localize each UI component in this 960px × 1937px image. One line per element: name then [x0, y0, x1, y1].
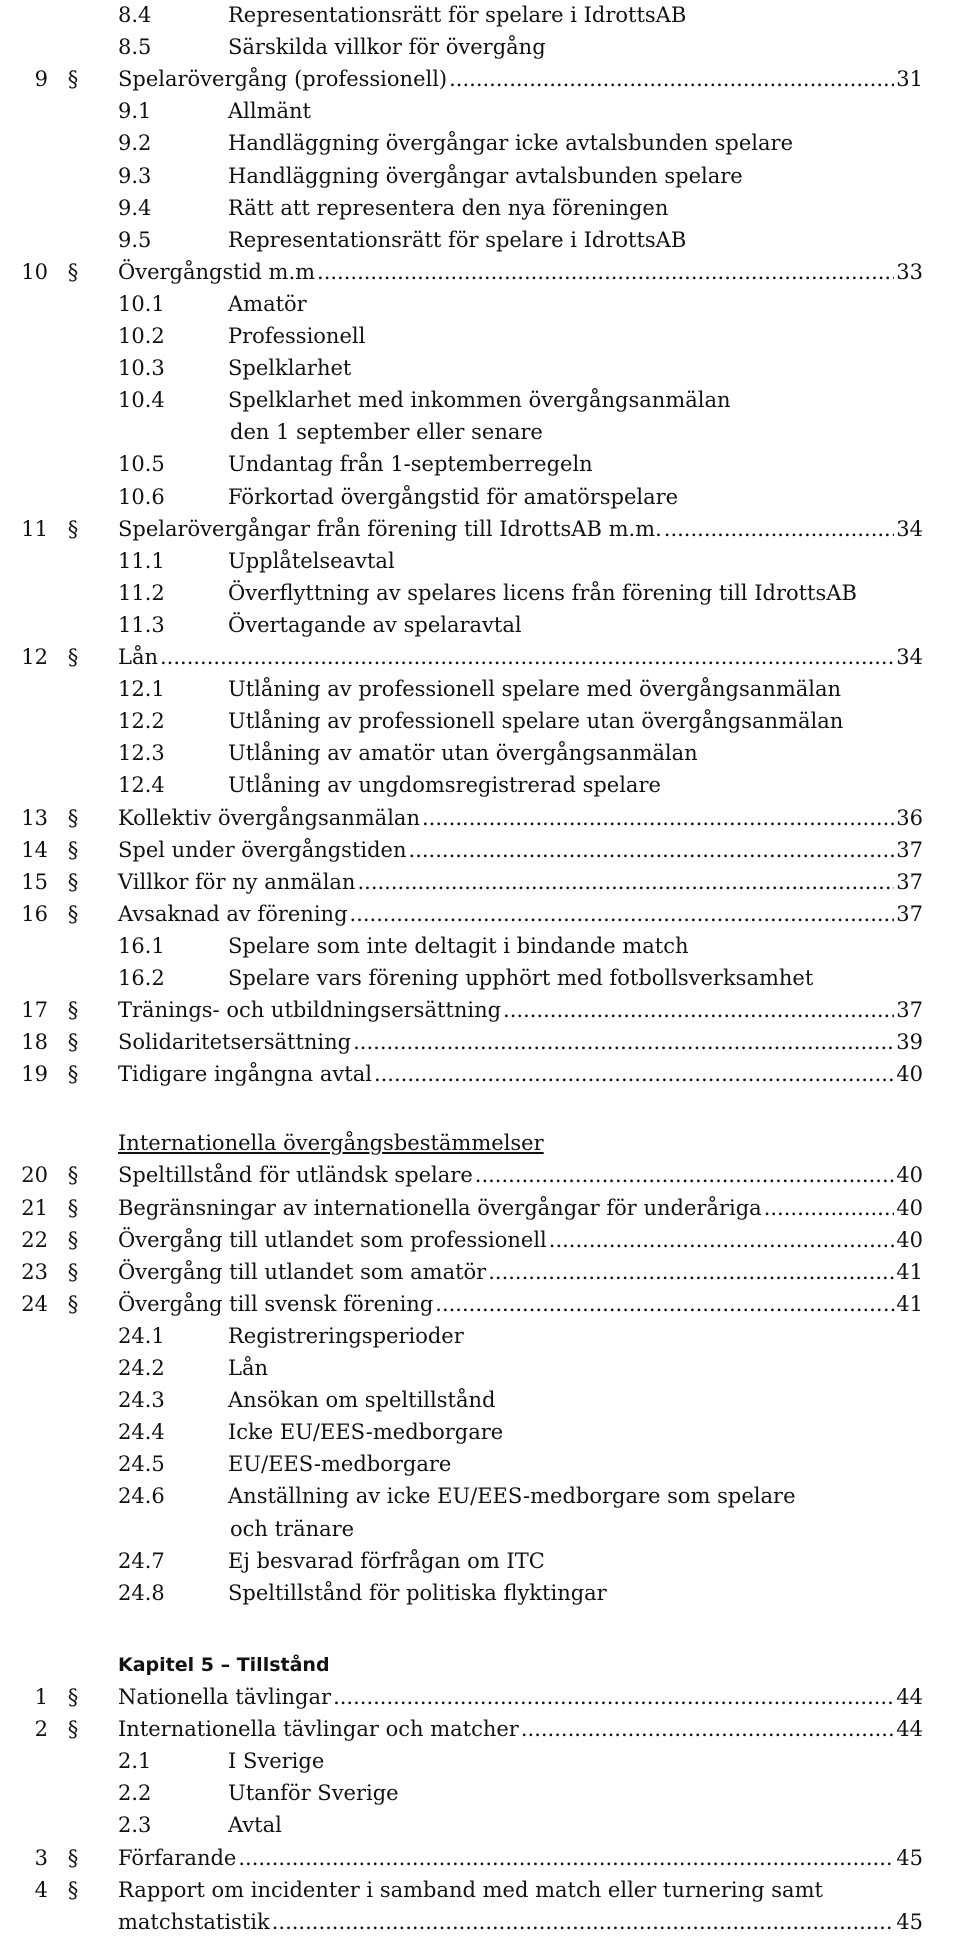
section-title: Villkor för ny anmälan — [118, 870, 356, 894]
page-number: 33 — [896, 260, 923, 284]
section-number: 16 — [21, 902, 48, 926]
subsection-title: Upplåtelseavtal — [228, 549, 395, 573]
dot-leader — [521, 1714, 894, 1744]
toc-entry — [118, 1027, 923, 1057]
dot-leader — [488, 1257, 894, 1287]
subsection-number: 11.1 — [118, 549, 165, 573]
section-title: Nationella tävlingar — [118, 1685, 332, 1709]
subsection-title: Utanför Sverige — [228, 1781, 399, 1805]
dot-leader — [503, 995, 894, 1025]
toc-entry — [118, 514, 923, 544]
subsection-title: Övertagande av spelaravtal — [228, 613, 522, 637]
dot-leader — [374, 1059, 894, 1089]
section-title: Spelarövergångar från förening till IdrottsAB m.m. — [118, 517, 662, 541]
subsection-title: Handläggning övergångar icke avtalsbunden spelare — [228, 131, 794, 155]
page-number: 45 — [896, 1846, 923, 1870]
continuation-text: den 1 september eller senare — [230, 420, 543, 444]
toc-entry — [118, 64, 923, 94]
subsection-title: EU/EES-medborgare — [228, 1452, 452, 1476]
subsection-title: Utlåning av amatör utan övergångsanmälan — [228, 741, 698, 765]
page-number: 37 — [896, 838, 923, 862]
section-title: Tränings- och utbildningsersättning — [118, 998, 502, 1022]
dot-leader — [317, 257, 894, 287]
subsection-number: 10.4 — [118, 388, 165, 412]
page-number: ..41 — [882, 1292, 923, 1316]
toc-entry — [118, 1682, 923, 1712]
page-number: 40 — [896, 1196, 923, 1220]
subsection-title: Registreringsperioder — [228, 1324, 464, 1348]
subsection-number: 16.2 — [118, 966, 165, 990]
dot-leader — [764, 1193, 895, 1223]
section-symbol: § — [67, 806, 79, 830]
section-symbol: § — [67, 1846, 79, 1870]
subsection-number: 11.3 — [118, 613, 165, 637]
subsection-title: Speltillstånd för politiska flyktingar — [228, 1581, 607, 1605]
section-symbol: § — [67, 1228, 79, 1252]
section-number: 18 — [21, 1030, 48, 1054]
subsection-title: Spelare vars förening upphört med fotbollsverksamhet — [228, 966, 814, 990]
subsection-title: Avtal — [228, 1813, 282, 1837]
subsection-title: Handläggning övergångar avtalsbunden spelare — [228, 164, 743, 188]
page-number: 34 — [896, 645, 923, 669]
subsection-number: 24.7 — [118, 1549, 165, 1573]
section-title: Övergångstid m.m — [118, 260, 316, 284]
subsection-number: 16.1 — [118, 934, 165, 958]
subsection-title: Spelklarhet — [228, 356, 352, 380]
subsection-number: 10.2 — [118, 324, 165, 348]
dot-leader — [449, 64, 894, 94]
section-symbol: § — [67, 1260, 79, 1284]
subsection-title: Icke EU/EES-medborgare — [228, 1420, 504, 1444]
continuation-text: och tränare — [230, 1517, 355, 1541]
dot-leader — [664, 514, 895, 544]
toc-entry — [118, 995, 923, 1025]
subsection-number: 24.8 — [118, 1581, 165, 1605]
section-number: 2 — [34, 1717, 48, 1741]
toc-entry — [118, 1875, 923, 1905]
dot-leader — [409, 835, 895, 865]
subsection-number: 9.5 — [118, 228, 152, 252]
subsection-title: Allmänt — [228, 99, 311, 123]
subsection-title: Rätt att representera den nya föreningen — [228, 196, 669, 220]
section-number: 1 — [34, 1685, 48, 1709]
subsection-title: Anställning av icke EU/EES-medborgare som spelare — [228, 1484, 796, 1508]
subsection-number: 10.6 — [118, 485, 165, 509]
section-title: Avsaknad av förening — [118, 902, 348, 926]
subsection-number: 10.5 — [118, 452, 165, 476]
page-number: 40 — [896, 1163, 923, 1187]
dot-leader — [549, 1225, 895, 1255]
subsection-title: Representationsrätt för spelare i IdrottsAB — [228, 228, 687, 252]
subsection-title: Lån — [228, 1356, 268, 1380]
section-number: 3 — [34, 1846, 48, 1870]
section-symbol: § — [67, 998, 79, 1022]
subsection-number: 10.1 — [118, 292, 165, 316]
section-number: 20 — [21, 1163, 48, 1187]
section-title: Övergång till svensk förening — [118, 1292, 434, 1316]
subsection-number: 9.3 — [118, 164, 152, 188]
subsection-number: 8.5 — [118, 35, 152, 59]
subsection-number: 12.4 — [118, 773, 165, 797]
section-symbol: § — [67, 517, 79, 541]
subsection-title: Särskilda villkor för övergång — [228, 35, 546, 59]
page-number: 44 — [896, 1685, 923, 1709]
section-title: Begränsningar av internationella övergångar för underåriga — [118, 1196, 762, 1220]
dot-leader — [350, 899, 895, 929]
subsection-number: 2.1 — [118, 1749, 152, 1773]
subsection-title: Amatör — [228, 292, 307, 316]
page-number: 37 — [896, 902, 923, 926]
section-number: 13 — [21, 806, 48, 830]
section-title: Internationella tävlingar och matcher — [118, 1717, 519, 1741]
toc-entry — [118, 1843, 923, 1873]
subsection-number: 10.3 — [118, 356, 165, 380]
subsection-title: Spelklarhet med inkommen övergångsanmälan — [228, 388, 731, 412]
section-symbol: § — [67, 645, 79, 669]
section-symbol: § — [67, 870, 79, 894]
subsection-number: 11.2 — [118, 581, 165, 605]
toc-entry — [118, 257, 923, 287]
section-symbol: § — [67, 1030, 79, 1054]
section-title: Rapport om incidenter i samband med match eller turnering samt — [118, 1878, 823, 1902]
subsection-number: 24.5 — [118, 1452, 165, 1476]
subsection-number: 24.3 — [118, 1388, 165, 1412]
section-title: Spel under övergångstiden — [118, 838, 407, 862]
page-number: 45 — [896, 1910, 923, 1934]
section-symbol: § — [67, 260, 79, 284]
section-title: Lån — [118, 645, 158, 669]
page-number: 37 — [896, 998, 923, 1022]
subsection-title: I Sverige — [228, 1749, 325, 1773]
page-number: 44 — [896, 1717, 923, 1741]
subsection-title: Ansökan om speltillstånd — [228, 1388, 496, 1412]
subsection-number: 12.2 — [118, 709, 165, 733]
dot-leader — [333, 1682, 894, 1712]
subsection-number: 2.3 — [118, 1813, 152, 1837]
toc-entry — [118, 1193, 923, 1223]
dot-leader — [435, 1289, 881, 1319]
toc-entry — [118, 835, 923, 865]
section-title: Övergång till utlandet som amatör — [118, 1260, 487, 1284]
subsection-title: Professionell — [228, 324, 366, 348]
dot-leader — [357, 867, 894, 897]
section-number: 24 — [21, 1292, 48, 1316]
toc-entry — [118, 1714, 923, 1744]
dot-leader — [160, 642, 894, 672]
subsection-number: 12.3 — [118, 741, 165, 765]
section-number: 10 — [21, 260, 48, 284]
dot-leader — [422, 803, 894, 833]
section-number: 14 — [21, 838, 48, 862]
toc-entry — [118, 1289, 923, 1319]
page-number: 40 — [896, 1228, 923, 1252]
subsection-number: 24.4 — [118, 1420, 165, 1444]
section-title: Tidigare ingångna avtal — [118, 1062, 372, 1086]
toc-entry — [118, 642, 923, 672]
section-title: Solidaritetsersättning — [118, 1030, 352, 1054]
toc-entry — [118, 1225, 923, 1255]
section-heading: Kapitel 5 – Tillstånd — [118, 1654, 330, 1676]
subsection-number: 24.2 — [118, 1356, 165, 1380]
section-number: 15 — [21, 870, 48, 894]
section-symbol: § — [67, 838, 79, 862]
subsection-title: Representationsrätt för spelare i IdrottsAB — [228, 3, 687, 27]
section-symbol: § — [67, 1196, 79, 1220]
dot-leader — [238, 1843, 894, 1873]
section-number: 4 — [34, 1878, 48, 1902]
subsection-number: 9.2 — [118, 131, 152, 155]
page-number: 36 — [896, 806, 923, 830]
section-title: Förfarande — [118, 1846, 237, 1870]
section-heading: Internationella övergångsbestämmelser — [118, 1131, 544, 1155]
section-title-continued: matchstatistik — [118, 1910, 270, 1934]
toc-entry — [118, 1257, 923, 1287]
page-number: 34 — [896, 517, 923, 541]
section-symbol: § — [67, 1062, 79, 1086]
page-number: 37 — [896, 870, 923, 894]
section-number: 23 — [21, 1260, 48, 1284]
section-symbol: § — [67, 1717, 79, 1741]
subsection-title: Överflyttning av spelares licens från förening till IdrottsAB — [228, 581, 857, 605]
section-symbol: § — [67, 1163, 79, 1187]
section-title: Spelarövergång (professionell) — [118, 67, 448, 91]
subsection-title: Utlåning av professionell spelare utan övergångsanmälan — [228, 709, 844, 733]
subsection-title: Förkortad övergångstid för amatörspelare — [228, 485, 679, 509]
dot-leader — [475, 1160, 895, 1190]
dot-leader — [353, 1027, 894, 1057]
toc-entry — [118, 1907, 923, 1937]
dot-leader — [272, 1907, 895, 1937]
subsection-number: 24.6 — [118, 1484, 165, 1508]
page-number: 41 — [896, 1260, 923, 1284]
section-number: 21 — [21, 1196, 48, 1220]
section-symbol: § — [67, 67, 79, 91]
toc-entry — [118, 1160, 923, 1190]
page-number: 39 — [896, 1030, 923, 1054]
subsection-number: 24.1 — [118, 1324, 165, 1348]
section-number: 11 — [21, 517, 48, 541]
subsection-title: Ej besvarad förfrågan om ITC — [228, 1549, 545, 1573]
section-symbol: § — [67, 902, 79, 926]
subsection-number: 2.2 — [118, 1781, 152, 1805]
section-number: 17 — [21, 998, 48, 1022]
section-number: 22 — [21, 1228, 48, 1252]
section-symbol: § — [67, 1878, 79, 1902]
page-number: 40 — [896, 1062, 923, 1086]
subsection-title: Utlåning av professionell spelare med övergångsanmälan — [228, 677, 842, 701]
section-title: Kollektiv övergångsanmälan — [118, 806, 420, 830]
subsection-number: 9.1 — [118, 99, 152, 123]
section-number: 19 — [21, 1062, 48, 1086]
section-symbol: § — [67, 1685, 79, 1709]
subsection-title: Undantag från 1-septemberregeln — [228, 452, 593, 476]
toc-entry — [118, 867, 923, 897]
section-number: 9 — [34, 67, 48, 91]
toc-entry — [118, 899, 923, 929]
section-number: 12 — [21, 645, 48, 669]
subsection-number: 12.1 — [118, 677, 165, 701]
toc-entry — [118, 1059, 923, 1089]
page-number: 31 — [896, 67, 923, 91]
section-title: Övergång till utlandet som professionell — [118, 1228, 547, 1252]
subsection-number: 8.4 — [118, 3, 152, 27]
subsection-number: 9.4 — [118, 196, 152, 220]
section-symbol: § — [67, 1292, 79, 1316]
subsection-title: Utlåning av ungdomsregistrerad spelare — [228, 773, 661, 797]
section-title: Speltillstånd för utländsk spelare — [118, 1163, 473, 1187]
subsection-title: Spelare som inte deltagit i bindande match — [228, 934, 689, 958]
toc-entry — [118, 803, 923, 833]
